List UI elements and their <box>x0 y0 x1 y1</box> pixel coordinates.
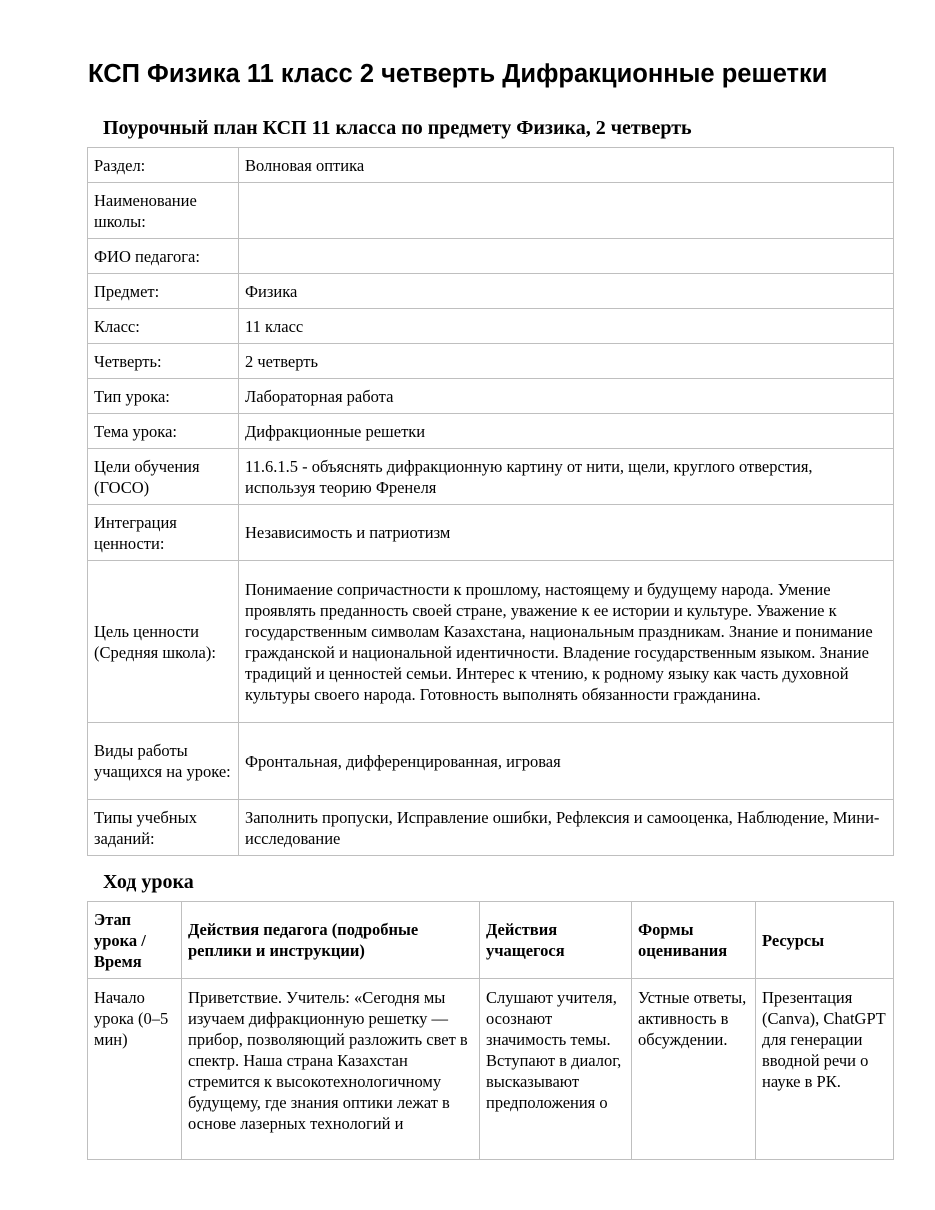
course-heading: Ход урока <box>103 871 194 893</box>
info-value: 11.6.1.5 - объяснять дифракционную картину от нити, щели, круглого отверстия, используя теорию Френеля <box>239 449 894 505</box>
info-row-section <box>88 148 894 183</box>
lesson-course-table <box>87 901 894 1160</box>
cell-student-actions: Слушают учителя, осознают значимость темы. Вступают в диалог, высказывают предположения о <box>480 979 632 1160</box>
cell-assessment: Устные ответы, активность в обсуждении. <box>632 979 756 1160</box>
info-row-lesson-type <box>88 379 894 414</box>
info-label: Предмет: <box>88 274 239 309</box>
header-assessment: Формы оценивания <box>632 902 756 979</box>
info-row-quarter <box>88 344 894 379</box>
info-value: Дифракционные решетки <box>239 414 894 449</box>
info-label: Типы учебных заданий: <box>88 800 239 856</box>
document-title: КСП Физика 11 класс 2 четверть Дифракционные решетки <box>88 60 828 88</box>
info-label: Раздел: <box>88 148 239 183</box>
header-student-actions: Действия учащегося <box>480 902 632 979</box>
info-value: Независимость и патриотизм <box>239 505 894 561</box>
info-label: Тема урока: <box>88 414 239 449</box>
info-value: Понимаение сопричастности к прошлому, настоящему и будущему народа. Умение проявлять преданность своей стране, уважение к ее истории и культуре. Уважение к государственным символам Казахстана, национальным праздникам. Знание и понимание гражданской и национальной идентичности. Владение государственным языком. Знание традиций и ценностей семьи. Интерес к чтению, к родному языку как часть духовной культуры своего народа. Готовность выполнять обязанности гражданина. <box>239 561 894 723</box>
cell-stage: Начало урока (0–5 мин) <box>88 979 182 1160</box>
info-label: Цель ценности (Средняя школа): <box>88 561 239 723</box>
info-row-school <box>88 183 894 239</box>
info-label: Четверть: <box>88 344 239 379</box>
info-label: Класс: <box>88 309 239 344</box>
info-label: Цели обучения (ГОСО) <box>88 449 239 505</box>
plan-heading: Поурочный план КСП 11 класса по предмету Физика, 2 четверть <box>103 117 692 139</box>
table-row <box>88 979 894 1160</box>
info-value: Заполнить пропуски, Исправление ошибки, Рефлексия и самооценка, Наблюдение, Мини-исследование <box>239 800 894 856</box>
header-teacher-actions: Действия педагога (подробные реплики и инструкции) <box>182 902 480 979</box>
info-row-work-types <box>88 723 894 800</box>
info-row-task-types <box>88 800 894 856</box>
header-resources: Ресурсы <box>756 902 894 979</box>
info-label: Наименование школы: <box>88 183 239 239</box>
info-label: ФИО педагога: <box>88 239 239 274</box>
info-label: Виды работы учащихся на уроке: <box>88 723 239 800</box>
info-label: Интеграция ценности: <box>88 505 239 561</box>
info-value: Фронтальная, дифференцированная, игровая <box>239 723 894 800</box>
cell-resources: Презентация (Canva), ChatGPT для генерации вводной речи о науке в РК. <box>756 979 894 1160</box>
header-stage: Этап урока / Время <box>88 902 182 979</box>
info-value: Волновая оптика <box>239 148 894 183</box>
info-row-subject <box>88 274 894 309</box>
info-label: Тип урока: <box>88 379 239 414</box>
cell-teacher-actions: Приветствие. Учитель: «Сегодня мы изучаем дифракционную решетку — прибор, позволяющий разложить свет в спектр. Наша страна Казахстан стремится к высокотехнологичному будущему, где знания оптики лежат в основе лазерных технологий и <box>182 979 480 1160</box>
info-row-learning-goals <box>88 449 894 505</box>
course-header-row <box>88 902 894 979</box>
info-row-value-integration <box>88 505 894 561</box>
info-row-teacher <box>88 239 894 274</box>
info-row-lesson-topic <box>88 414 894 449</box>
lesson-info-table <box>87 147 894 856</box>
info-row-value-goal <box>88 561 894 723</box>
info-value: 2 четверть <box>239 344 894 379</box>
info-value: 11 класс <box>239 309 894 344</box>
info-value <box>239 183 894 239</box>
info-value: Физика <box>239 274 894 309</box>
info-value: Лабораторная работа <box>239 379 894 414</box>
info-value <box>239 239 894 274</box>
info-row-grade <box>88 309 894 344</box>
